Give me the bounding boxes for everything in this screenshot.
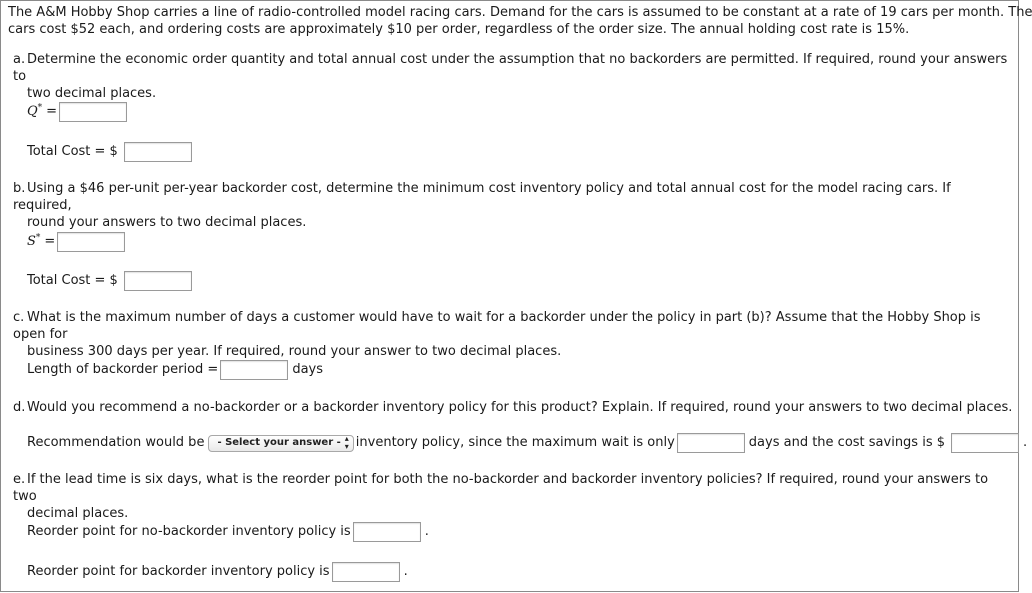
part-b-total-cost-label: Total Cost = $: [27, 273, 118, 288]
part-b-line-2: round your answers to two decimal places.: [27, 215, 307, 230]
part-c-marker: c.: [13, 310, 25, 325]
s-star-label: S*: [27, 232, 41, 249]
s-equals: =: [44, 234, 56, 249]
part-b-total-cost-input[interactable]: [124, 271, 192, 291]
part-a-total-cost-input[interactable]: [124, 142, 192, 162]
backorder-period-unit: days: [292, 362, 323, 377]
part-c-line-1: What is the maximum number of days a customer would have to wait for a backorder under the policy in part (b)? Assume that the Hobby Shop is open for: [13, 310, 981, 342]
recommendation-end: .: [1023, 435, 1028, 450]
part-a-line-2: two decimal places.: [27, 86, 157, 101]
recommendation-label: Recommendation would be: [27, 435, 205, 450]
s-star-row: [27, 231, 125, 253]
reorder-no-backorder-row: [27, 521, 429, 543]
intro-line-2: cars cost $52 each, and ordering costs are approximately $10 per order, regardless of the order size. The annual holding cost rate is 15%.: [8, 22, 910, 37]
part-e-line-2: decimal places.: [27, 506, 129, 521]
part-b-marker: b.: [13, 181, 26, 196]
part-d-marker: d.: [13, 400, 26, 415]
q-star-row: [27, 101, 127, 123]
recommendation-after-select: inventory policy, since the maximum wait is only: [355, 435, 675, 450]
part-b-total-cost-row: [27, 270, 192, 292]
part-e-line-1: If the lead time is six days, what is the reorder point for both the no-backorder and backorder inventory policies? If required, round your answers to two: [13, 472, 989, 504]
part-c-prompt: [13, 309, 1013, 360]
backorder-period-label: Length of backorder period =: [27, 362, 219, 377]
recommendation-after-wait: days and the cost savings is $: [748, 435, 946, 450]
problem-intro: [8, 4, 1032, 38]
part-e-prompt: [13, 471, 1013, 522]
reorder-backorder-label: Reorder point for backorder inventory policy is: [27, 564, 330, 579]
reorder-backorder-end: .: [403, 564, 408, 579]
select-arrows-icon: ▴ ▾: [344, 434, 349, 451]
part-b-prompt: [13, 180, 1013, 231]
policy-select[interactable]: [208, 435, 353, 452]
cost-savings-input[interactable]: [951, 433, 1019, 453]
policy-select-value: - Select your answer -: [217, 437, 341, 448]
reorder-no-backorder-end: .: [424, 524, 429, 539]
q-star-input[interactable]: [59, 102, 127, 122]
recommendation-row: [27, 432, 1027, 454]
part-a-marker: a.: [13, 52, 26, 67]
backorder-period-input[interactable]: [220, 360, 288, 380]
intro-line-1: The A&M Hobby Shop carries a line of radio-controlled model racing cars. Demand for the cars is assumed to be constant at a rate of 19 cars per month. The: [8, 5, 1032, 20]
max-wait-input[interactable]: [677, 433, 745, 453]
q-star-label: Q*: [27, 102, 43, 119]
part-a-prompt: [13, 51, 1013, 102]
reorder-backorder-row: [27, 561, 408, 583]
part-d-line-1: Would you recommend a no-backorder or a backorder inventory policy for this product? Explain. If required, round your answers to two decimal places.: [27, 400, 1013, 415]
part-d-prompt: [13, 399, 1013, 416]
part-e-marker: e.: [13, 472, 26, 487]
backorder-period-row: [27, 359, 323, 381]
part-c-line-2: business 300 days per year. If required, round your answer to two decimal places.: [27, 344, 562, 359]
part-a-line-1: Determine the economic order quantity and total annual cost under the assumption that no backorders are permitted. If required, round your answers to: [13, 52, 1008, 84]
reorder-backorder-input[interactable]: [332, 562, 400, 582]
part-a-total-cost-row: [27, 141, 192, 163]
part-b-line-1: Using a $46 per-unit per-year backorder cost, determine the minimum cost inventory policy and total annual cost for the model racing cars. If required,: [13, 181, 951, 213]
reorder-no-backorder-label: Reorder point for no-backorder inventory policy is: [27, 524, 351, 539]
part-a-total-cost-label: Total Cost = $: [27, 144, 118, 159]
q-equals: =: [46, 104, 58, 119]
s-star-input[interactable]: [57, 232, 125, 252]
reorder-no-backorder-input[interactable]: [353, 522, 421, 542]
